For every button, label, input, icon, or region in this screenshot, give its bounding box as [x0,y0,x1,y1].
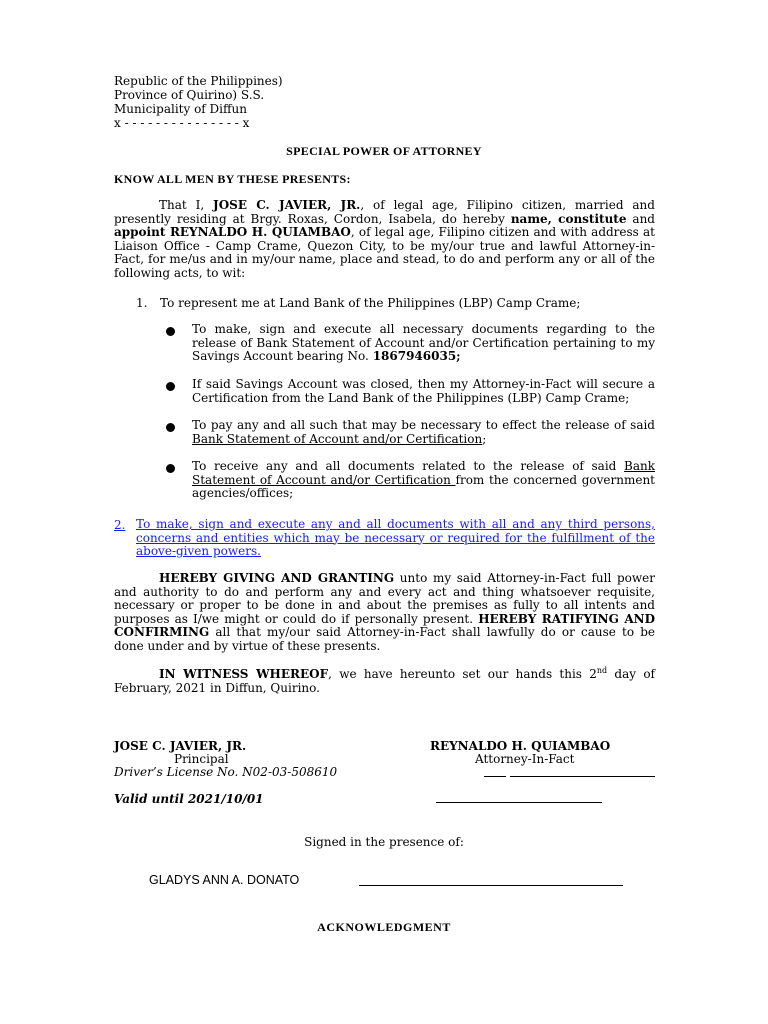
signed-in-presence-label: Signed in the presence of: [304,835,464,849]
license-validity: Valid until 2021/10/01 [114,792,264,806]
power-bullet-1: To make, sign and execute all necessary documents regarding to the release of Bank Statement of Account and/or Certification pertaining to my Savings Account bearing No. 1867946035; [192,322,655,364]
appointment-paragraph: That I, JOSE C. JAVIER, JR., of legal age, Filipino citizen, married and presently residing at Brgy. Roxas, Cordon, Isabela, do hereby name, constitute and appoint REYNALDO H. QUIAMBAO, of legal age, Filipino citizen and with address at Liaison Office - Camp Crame, Quezon City, to be my/our true and lawful Attorney-in-Fact, for me/us and in my/our name, place and stead, to do and perform any or all of the following acts, to wit: [114,198,656,280]
drivers-license: Driver’s License No. N02-03-508610 [114,765,338,779]
venue-republic: Republic of the Philippines) [114,74,283,88]
venue-municipality: Municipality of Diffun [114,102,247,116]
principal-role: Principal [174,752,229,766]
witness-signature-line [359,885,623,886]
document-title: SPECIAL POWER OF ATTORNEY [286,144,482,158]
bullet-icon [166,423,175,432]
bullet-icon [166,464,175,473]
signature-line [484,776,506,777]
power-bullet-3: To pay any and all such that may be necessary to effect the release of said Bank Statement of Account and/or Certification; [192,418,655,446]
bullet-icon [166,382,175,391]
witness-name: GLADYS ANN A. DONATO [149,873,300,887]
item-2-text: To make, sign and execute any and all documents with all and any third persons, concerns and entities which may be necessary or required for the fulfillment of the above-given powers. [136,517,655,559]
item-1-number: 1. [136,296,148,310]
item-1-text: To represent me at Land Bank of the Philippines (LBP) Camp Crame; [160,296,581,310]
attorney-name-inline: appoint REYNALDO H. QUIAMBAO [114,225,351,240]
witness-paragraph: IN WITNESS WHEREOF, we have hereunto set our hands this 2nd day of February, 2021 in Diffun, Quirino. [114,666,655,695]
acknowledgment-heading: ACKNOWLEDGMENT [317,920,451,934]
signature-line [436,802,602,803]
principal-name-inline: JOSE C. JAVIER, JR. [213,198,361,212]
granting-paragraph: HEREBY GIVING AND GRANTING unto my said Attorney-in-Fact full power and authority to do and perform any and every act and thing whatsoever requisite, necessary or proper to be done in and about the premises as fully to all intents and purposes as I/we might or could do if personally present. HEREBY RATIFYING AND CONFIRMING all that my/our said Attorney-in-Fact shall lawfully do or cause to be done under and by virtue of these presents. [114,571,655,653]
attorney-name: REYNALDO H. QUIAMBAO [430,739,611,753]
account-number: 1867946035; [372,349,461,364]
item-2-number: 2. [114,518,126,532]
signature-line [510,776,655,777]
attorney-role: Attorney-In-Fact [475,752,575,766]
know-all-heading: KNOW ALL MEN BY THESE PRESENTS: [114,172,351,186]
venue-separator: x - - - - - - - - - - - - - - - x [114,116,250,130]
bullet-icon [166,327,175,336]
power-bullet-4: To receive any and all documents related to the release of said Bank Statement of Account and/or Certification from the concerned government agencies/offices; [192,459,656,501]
power-bullet-2: If said Savings Account was closed, then my Attorney-in-Fact will secure a Certification from the Land Bank of the Philippines (LBP) Camp Crame; [192,377,655,405]
venue-province: Province of Quirino) S.S. [114,88,265,102]
principal-name: JOSE C. JAVIER, JR. [114,739,247,753]
